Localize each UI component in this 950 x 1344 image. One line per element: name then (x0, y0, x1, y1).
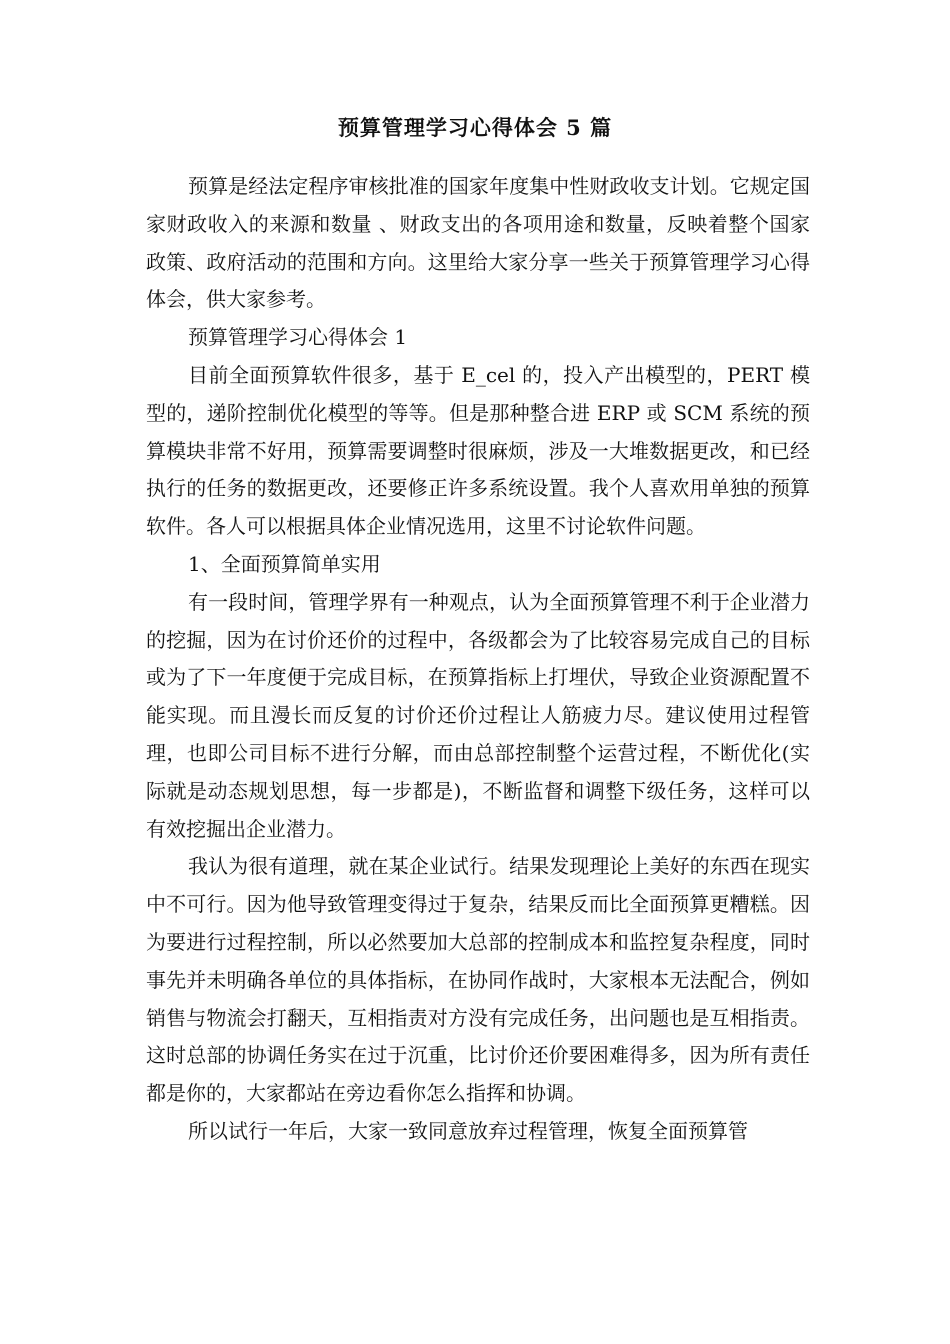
document-title: 预算管理学习心得体会 5 篇 (337, 115, 613, 140)
paragraph-conclusion: 所以试行一年后，大家一致同意放弃过程管理，恢复全面预算管 (188, 1118, 748, 1143)
paragraph-process-management: 有一段时间，管理学界有一种观点，认为全面预算管理不利于企业潜力的挖掘，因为在讨价还价的过程中，各级都会为了比较容易完成自己的目标或为了下一年度便于完成目标，在预算指标上打埋伏，导致企业资源配置不能实现。而且漫长而反复的讨价还价过程让人筋疲力尽。建议使用过程管理，也即公司目标不进行分解，而由总部控制整个运营过程，不断优化(实际就是动态规划思想，每一步都是)，不断监督和调整下级任务，这样可以有效挖掘出企业潜力。 (146, 589, 810, 841)
document-body (146, 168, 810, 1151)
paragraph-software: 目前全面预算软件很多，基于 E_cel 的，投入产出模型的，PERT 模型的，递阶控制优化模型的等等。但是那种整合进 ERP 或 SCM 系统的预算模块非常不好用，预算需要调整时很麻烦，涉及一大堆数据更改，和已经执行的任务的数据更改，还要修正许多系统设置。我个人喜欢用单独的预算软件。各人可以根据具体企业情况选用，这里不讨论软件问题。 (146, 362, 810, 539)
subheading-1: 1、全面预算简单实用 (188, 551, 381, 576)
paragraph-trial: 我认为很有道理，就在某企业试行。结果发现理论上美好的东西在现实中不可行。因为他导致管理变得过于复杂，结果反而比全面预算更糟糕。因为要进行过程控制，所以必然要加大总部的控制成本和监控复杂程度，同时事先并未明确各单位的具体指标，在协同作战时，大家根本无法配合，例如销售与物流会打翻天，互相指责对方没有完成任务，出问题也是互相指责。这时总部的协调任务实在过于沉重，比讨价还价要困难得多，因为所有责任都是你的，大家都站在旁边看你怎么指挥和协调。 (146, 854, 810, 1106)
section-heading-1: 预算管理学习心得体会 1 (188, 325, 408, 350)
paragraph-intro: 预算是经法定程序审核批准的国家年度集中性财政收支计划。它规定国家财政收入的来源和数量 、财政支出的各项用途和数量，反映着整个国家政策、政府活动的范围和方向。这里给大家分享一些关于预算管理学习心得体会，供大家参考。 (146, 174, 810, 312)
